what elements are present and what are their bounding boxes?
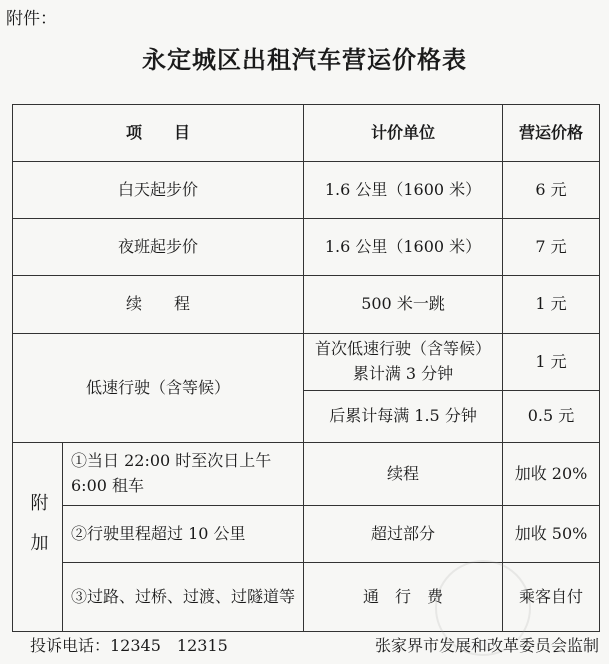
table-header-row: [13, 105, 600, 162]
row-low-speed-item: 低速行驶（含等候）: [13, 334, 304, 443]
header-item: 项 目: [13, 105, 304, 162]
page-title: 永定城区出租汽车营运价格表: [142, 45, 467, 74]
surcharge-3-desc: ③过路、过桥、过渡、过隧道等: [63, 563, 304, 632]
table-row: [13, 219, 600, 276]
table-row: [13, 563, 600, 632]
table-row: [13, 334, 600, 391]
row-continue-item: 续 程: [13, 276, 304, 334]
complaint-phone: 投诉电话：12345 12315: [30, 636, 228, 655]
table-row: [13, 506, 600, 563]
surcharge-3-price: 乘客自付: [503, 563, 600, 632]
row-low-speed-first-price: 1 元: [503, 334, 600, 391]
row-low-speed-after-price: 0.5 元: [503, 391, 600, 443]
price-table: [12, 104, 600, 632]
table-row: [13, 276, 600, 334]
surcharge-2-unit: 超过部分: [304, 506, 503, 563]
surcharge-1-unit: 续程: [304, 443, 503, 506]
row-day-start-unit: 1.6 公里（1600 米）: [304, 162, 503, 219]
header-unit: 计价单位: [304, 105, 503, 162]
row-continue-price: 1 元: [503, 276, 600, 334]
table-row: [13, 443, 600, 506]
row-day-start-item: 白天起步价: [13, 162, 304, 219]
row-low-speed-after-unit: 后累计每满 1.5 分钟: [304, 391, 503, 443]
surcharge-3-unit: 通 行 费: [304, 563, 503, 632]
row-day-start-price: 6 元: [503, 162, 600, 219]
row-night-start-item: 夜班起步价: [13, 219, 304, 276]
table-row: [13, 162, 600, 219]
surcharge-2-price: 加收 50%: [503, 506, 600, 563]
surcharge-2-desc: ②行驶里程超过 10 公里: [63, 506, 304, 563]
header-price: 营运价格: [503, 105, 600, 162]
row-continue-unit: 500 米一跳: [304, 276, 503, 334]
surcharge-label-cell: [13, 443, 63, 632]
attachment-label: 附件：: [6, 9, 57, 29]
row-night-start-unit: 1.6 公里（1600 米）: [304, 219, 503, 276]
supervisor-label: 张家界市发展和改革委员会监制: [374, 636, 599, 655]
surcharge-1-price: 加收 20%: [503, 443, 600, 506]
surcharge-1-desc: ①当日 22:00 时至次日上午 6:00 租车: [63, 443, 304, 506]
surcharge-label: 附加: [27, 493, 49, 574]
row-night-start-price: 7 元: [503, 219, 600, 276]
row-low-speed-first-unit: 首次低速行驶（含等候）累计满 3 分钟: [304, 334, 503, 391]
